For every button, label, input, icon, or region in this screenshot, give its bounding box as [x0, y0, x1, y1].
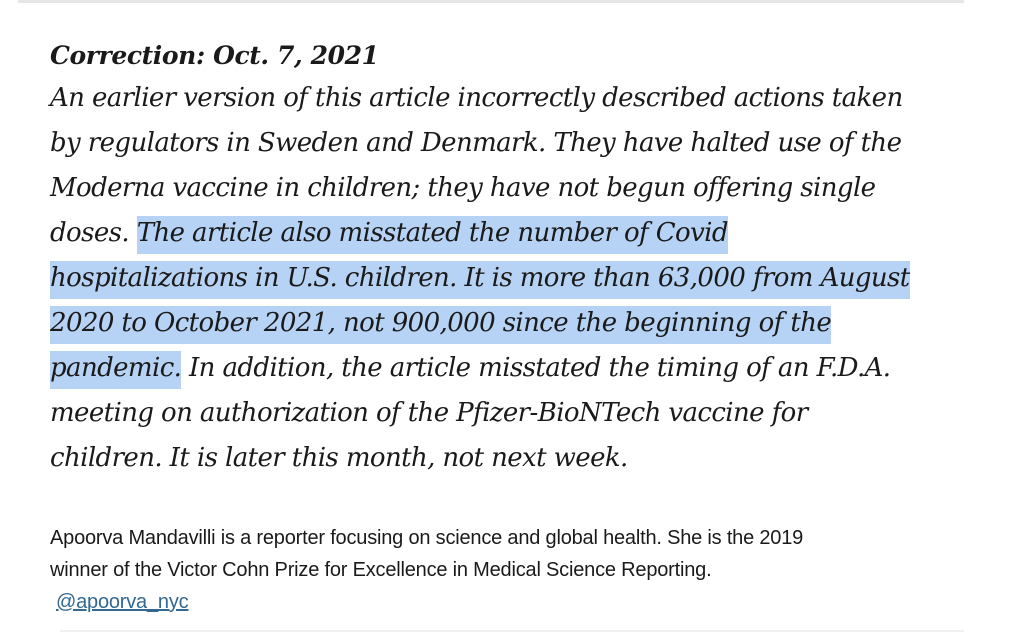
- correction-text: Moderna vaccine in children; they have not begun offering single: [50, 173, 876, 203]
- highlighted-text: The article also misstated the number of Covid: [137, 216, 728, 254]
- correction-line: [50, 391, 980, 436]
- author-bio: [50, 522, 990, 618]
- correction-line: [50, 76, 980, 121]
- correction-line: [50, 301, 980, 346]
- bottom-divider: [60, 630, 964, 632]
- correction-text: meeting on authorization of the Pfizer-BioNTech vaccine for: [50, 398, 808, 428]
- correction-heading: Correction: Oct. 7, 2021: [50, 41, 379, 70]
- correction-line: [50, 256, 980, 301]
- correction-text: doses.: [50, 218, 137, 248]
- correction-line: [50, 211, 980, 256]
- correction-text: by regulators in Sweden and Denmark. They have halted use of the: [50, 128, 902, 158]
- correction-notice: [50, 36, 980, 481]
- top-divider: [18, 0, 964, 3]
- correction-text: children. It is later this month, not next week.: [50, 443, 628, 473]
- correction-body: [50, 76, 980, 481]
- correction-line: [50, 436, 980, 481]
- correction-text: An earlier version of this article incorrectly described actions taken: [50, 83, 903, 113]
- correction-text: In addition, the article misstated the timing of an F.D.A.: [181, 353, 891, 383]
- highlighted-text: 2020 to October 2021, not 900,000 since the beginning of the: [50, 306, 831, 344]
- correction-line: [50, 121, 980, 166]
- highlighted-text: pandemic.: [50, 351, 181, 389]
- correction-line: [50, 166, 980, 211]
- highlighted-text: hospitalizations in U.S. children. It is more than 63,000 from August: [50, 261, 910, 299]
- author-bio-text: Apoorva Mandavilli is a reporter focusing on science and global health. She is the 2019: [50, 527, 804, 549]
- author-twitter-link[interactable]: @apoorva_nyc: [56, 591, 189, 613]
- correction-line: [50, 346, 980, 391]
- author-bio-text: winner of the Victor Cohn Prize for Excellence in Medical Science Reporting.: [50, 559, 712, 581]
